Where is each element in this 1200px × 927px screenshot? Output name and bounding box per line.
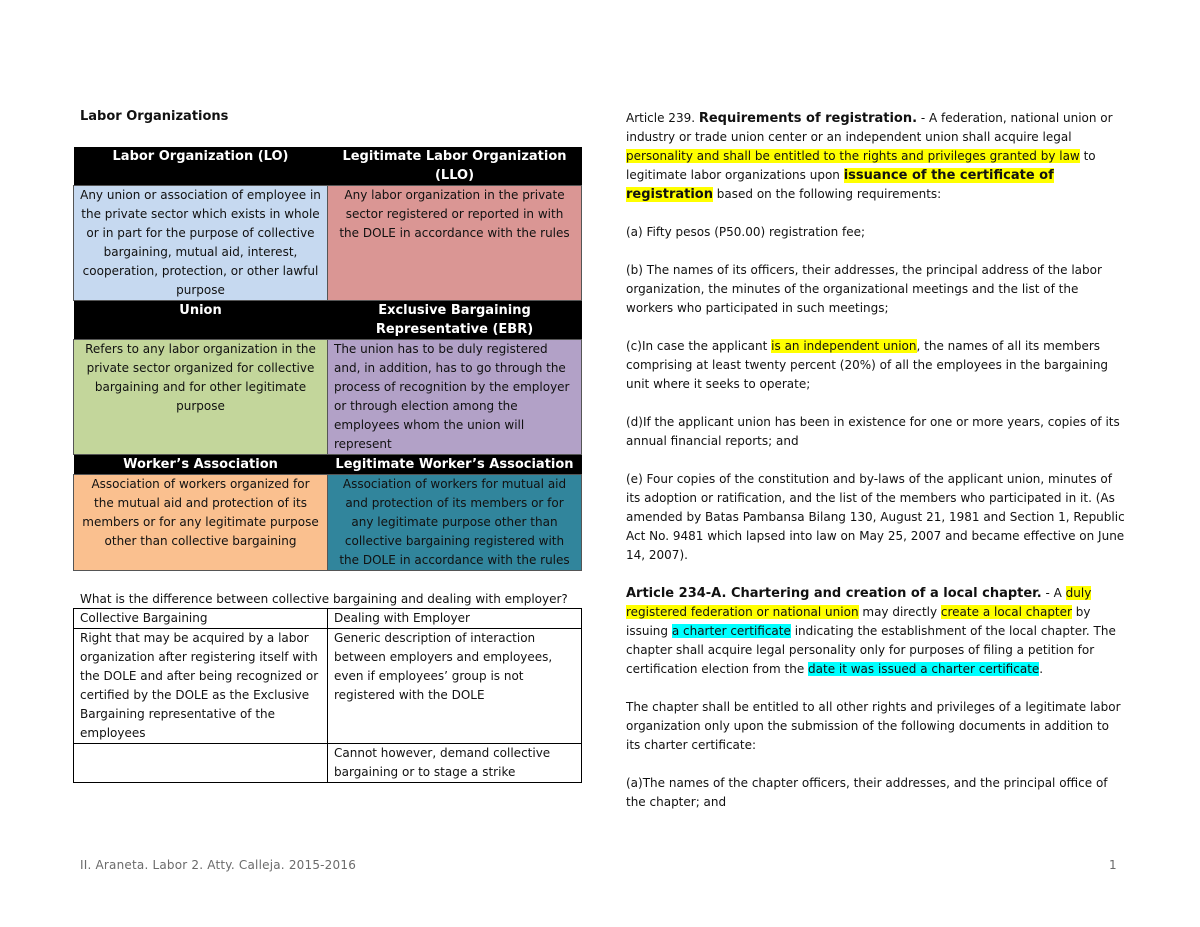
article-234a-text-2: may directly	[858, 605, 941, 619]
article-234a-text-4: indicating the establishment of the local chapter. The chapter shall acquire legal personality only for purposes of filing a petition for certification election from the	[626, 624, 1116, 676]
header-legitimate-workers-association: Legitimate Worker’s Association	[328, 455, 582, 475]
requirement-c	[626, 337, 1126, 394]
requirement-c-text-2: , the names of all its members comprising at least twenty percent (20%) of all the employees in the bargaining unit where it seeks to operate;	[626, 339, 1109, 391]
header-workers-association: Worker’s Association	[74, 455, 328, 475]
labor-organizations-table	[73, 147, 582, 571]
cell-dealing-with-employer: Generic description of interaction between employers and employees, even if employees’ group is not registered with the DOLE	[328, 629, 582, 744]
page-number: 1	[1109, 858, 1117, 872]
cell-workers-association-definition: Association of workers organized for the mutual aid and protection of its members or for any legitimate purpose other than collective bargaining	[74, 475, 328, 571]
article-239-highlight-2: issuance of the certificate of registration	[626, 168, 1054, 202]
cell-legitimate-workers-association-definition: Association of workers for mutual aid and protection of its members or for any legitimate purpose other than collective bargaining registered with the DOLE in accordance with the rules	[328, 475, 582, 571]
cell-ebr-definition: The union has to be duly registered and, in addition, has to go through the process of recognition by the employer or through election among the employees whom the union will represent	[328, 340, 582, 455]
requirement-c-text-1: (c)In case the applicant	[626, 339, 772, 353]
requirement-e: (e) Four copies of the constitution and by-laws of the applicant union, minutes of its adoption or ratification, and the list of the members who participated in it. (As amended by Batas Pambansa Bilang 130, August 21, 1981 and Section 1, Republic Act No. 9481 which lapsed into law on May 25, 2007 and became effective on June 14, 2007).	[626, 472, 1125, 562]
header-llo: Legitimate Labor Organization (LLO)	[328, 147, 582, 186]
cell-llo-definition: Any labor organization in the private sector registered or reported in with the DOLE in accordance with the rules	[328, 186, 582, 301]
column-header-collective-bargaining: Collective Bargaining	[74, 609, 328, 629]
cell-dealing-limitation: Cannot however, demand collective bargaining or to stage a strike	[328, 744, 582, 783]
header-union: Union	[74, 301, 328, 340]
cell-union-definition: Refers to any labor organization in the private sector organized for collective bargaining and for other legitimate purpose	[74, 340, 328, 455]
article-239-text-1: - A federation, national union or industry or trade union center or an independent union shall acquire legal	[626, 111, 1113, 144]
difference-question: What is the difference between collective bargaining and dealing with employer?	[80, 592, 568, 606]
section-title: Labor Organizations	[80, 109, 229, 124]
article-239-heading: Requirements of registration.	[698, 111, 918, 126]
requirement-b: (b) The names of its officers, their addresses, the principal address of the labor organization, the minutes of the organizational meetings and the list of the workers who participated in such meetings;	[626, 263, 1102, 315]
chapter-requirement-a: (a)The names of the chapter officers, their addresses, and the principal office of the chapter; and	[626, 776, 1108, 809]
header-ebr: Exclusive Bargaining Representative (EBR)	[328, 301, 582, 340]
cell-lo-definition: Any union or association of employee in the private sector which exists in whole or in part for the purpose of collective bargaining, mutual aid, interest, cooperation, protection, or other lawful purpose	[74, 186, 328, 301]
article-234a-paragraph	[626, 584, 1126, 679]
requirement-a: (a) Fifty pesos (P50.00) registration fee;	[626, 225, 866, 239]
article-234a-highlight-4: date it was issued a charter certificate	[808, 662, 1040, 676]
header-lo: Labor Organization (LO)	[74, 147, 328, 186]
article-239-lead: Article 239.	[626, 111, 699, 125]
article-234a-text-1: - A	[1041, 586, 1066, 600]
footer-text: II. Araneta. Labor 2. Atty. Calleja. 2015-2016	[80, 858, 357, 872]
article-234a-text-5: .	[1039, 662, 1044, 676]
article-239-text-3: based on the following requirements:	[712, 187, 942, 201]
article-234a-highlight-3: a charter certificate	[671, 624, 791, 638]
column-header-dealing-with-employer: Dealing with Employer	[328, 609, 582, 629]
chapter-rights-paragraph: The chapter shall be entitled to all other rights and privileges of a legitimate labor organization only upon the submission of the following documents in addition to its charter certificate:	[626, 700, 1121, 752]
article-234a-highlight-2: create a local chapter	[940, 605, 1072, 619]
article-234a-highlight-1: duly registered federation or national union	[626, 586, 1092, 619]
difference-table	[73, 608, 582, 783]
cell-empty	[74, 744, 328, 783]
article-239-paragraph	[626, 109, 1126, 204]
requirement-c-highlight: is an independent union	[771, 339, 917, 353]
right-column	[626, 109, 1126, 831]
article-239-text-2: to legitimate labor organizations upon	[626, 149, 1096, 182]
article-234a-heading: Article 234-A. Chartering and creation of a local chapter.	[626, 586, 1042, 601]
requirement-d: (d)If the applicant union has been in existence for one or more years, copies of its annual financial reports; and	[626, 415, 1120, 448]
article-234a-text-3: by issuing	[626, 605, 1091, 638]
cell-collective-bargaining: Right that may be acquired by a labor organization after registering itself with the DOLE and after being recognized or certified by the DOLE as the Exclusive Bargaining representative of the employees	[74, 629, 328, 744]
article-239-highlight-1: personality and shall be entitled to the rights and privileges granted by law	[626, 149, 1080, 163]
